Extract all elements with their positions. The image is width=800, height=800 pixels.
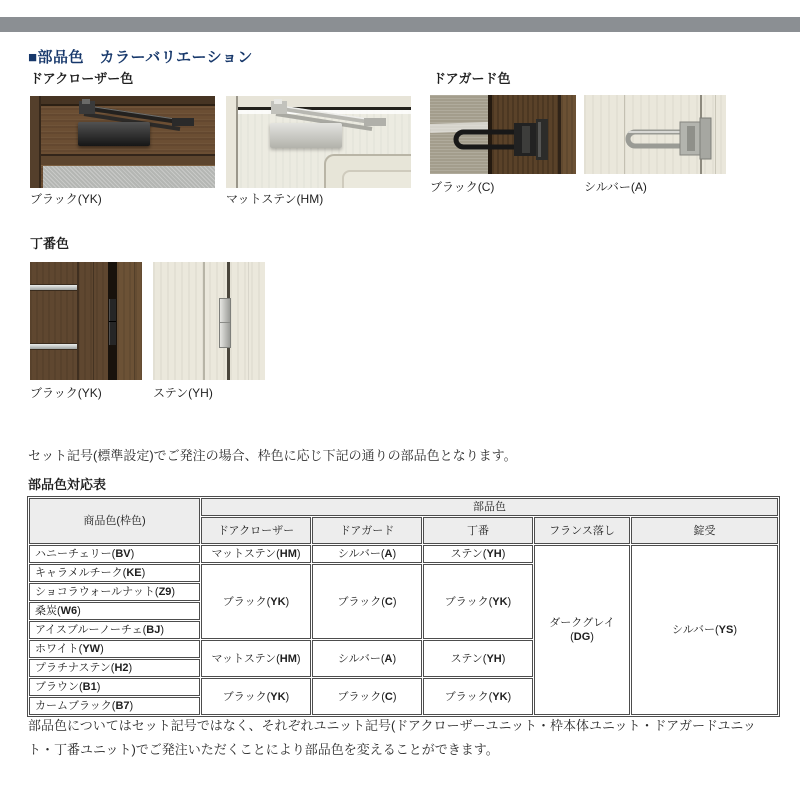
part-color-cell: ブラック(C) <box>312 678 422 715</box>
part-color-cell: マットステン(HM) <box>201 640 311 677</box>
door-stile-line <box>93 262 94 380</box>
page-title: ■部品色 カラーバリエーション <box>28 49 253 66</box>
part-color-cell: マットステン(HM) <box>201 545 311 563</box>
door-guard-arm-silver <box>584 95 726 174</box>
product-color-cell: アイスブルーノーチェ(BJ) <box>29 621 200 639</box>
top-divider-bar <box>0 17 800 32</box>
door-closer-body-black <box>78 122 150 146</box>
col-header-strike: 錠受 <box>631 517 778 544</box>
col-header-hinge: 丁番 <box>423 517 533 544</box>
variant-caption: ブラック(YK) <box>30 192 102 206</box>
metal-inlay-bar <box>30 284 77 291</box>
part-color-cell: ステン(YH) <box>423 545 533 563</box>
part-color-cell: ステン(YH) <box>423 640 533 677</box>
col-header-door-closer: ドアクローザー <box>201 517 311 544</box>
variant-caption: ブラック(YK) <box>30 386 102 400</box>
table-title: 部品色対応表 <box>28 477 107 492</box>
product-color-cell: プラチナステン(H2) <box>29 659 200 677</box>
part-color-cell: ダークグレイ(DG) <box>534 545 630 715</box>
product-color-cell: ホワイト(YW) <box>29 640 200 658</box>
variant-caption: マットステン(HM) <box>226 192 324 206</box>
metal-inlay-bar <box>30 343 77 350</box>
part-color-cell: ブラック(YK) <box>201 564 311 639</box>
part-color-cell: ブラック(YK) <box>423 564 533 639</box>
door-frame-strip <box>117 262 142 380</box>
part-color-cell: シルバー(YS) <box>631 545 778 715</box>
door-closer-body-silver <box>270 123 342 148</box>
parts-group-header: 部品色 <box>201 498 778 516</box>
footer-note: 部品色についてはセット記号ではなく、それぞれユニット記号(ドアクローザーユニット・枠本体ユニット・ドアガードユニット・丁番ユニット)でご発注いただくことにより部品色を変えることができます。 <box>28 718 756 757</box>
part-color-cell: ブラック(YK) <box>201 678 311 715</box>
door-closer-photo-matte-stainless <box>226 96 411 188</box>
part-color-cell: シルバー(A) <box>312 640 422 677</box>
product-color-cell: キャラメルチーク(KE) <box>29 564 200 582</box>
product-color-cell: ハニーチェリー(BV) <box>29 545 200 563</box>
table-row <box>29 545 778 563</box>
intro-note: セット記号(標準設定)でご発注の場合、枠色に応じ下記の通りの部品色となります。 <box>28 448 517 463</box>
hinge-knuckle-line <box>220 322 230 323</box>
parts-color-table <box>27 496 780 717</box>
variant-caption: シルバー(A) <box>584 180 647 194</box>
door-frame-line <box>248 262 249 380</box>
door-stile-line <box>203 262 205 380</box>
col-header-france-drop: フランス落し <box>534 517 630 544</box>
door-guard-photo-black <box>430 95 576 174</box>
part-color-cell: シルバー(A) <box>312 545 422 563</box>
product-color-cell: カームブラック(B7) <box>29 697 200 715</box>
section-title-door-guard: ドアガード色 <box>433 71 511 86</box>
door-guard-photo-silver <box>584 95 726 174</box>
variant-caption: ブラック(C) <box>430 180 495 194</box>
parts-color-table-body <box>29 545 778 715</box>
hinge-photo-stainless <box>153 262 265 380</box>
product-color-header: 商品色(枠色) <box>29 498 200 544</box>
product-color-cell: 桑炭(W6) <box>29 602 200 620</box>
hinge-knuckle-line <box>109 321 116 322</box>
hinge-black <box>109 299 116 345</box>
door-guard-arm-black <box>430 95 576 174</box>
part-color-cell: ブラック(C) <box>312 564 422 639</box>
hinge-silver <box>219 298 231 348</box>
part-color-cell: ブラック(YK) <box>423 678 533 715</box>
door-frame-line <box>134 262 135 380</box>
section-title-door-closer: ドアクローザー色 <box>30 71 134 86</box>
door-stile-line <box>77 262 79 380</box>
hinge-photo-black <box>30 262 142 380</box>
product-color-cell: ショコラウォールナット(Z9) <box>29 583 200 601</box>
col-header-door-guard: ドアガード <box>312 517 422 544</box>
door-closer-photo-black <box>30 96 215 188</box>
variant-caption: ステン(YH) <box>153 386 213 400</box>
product-color-cell: ブラウン(B1) <box>29 678 200 696</box>
section-title-hinge: 丁番色 <box>30 236 70 251</box>
